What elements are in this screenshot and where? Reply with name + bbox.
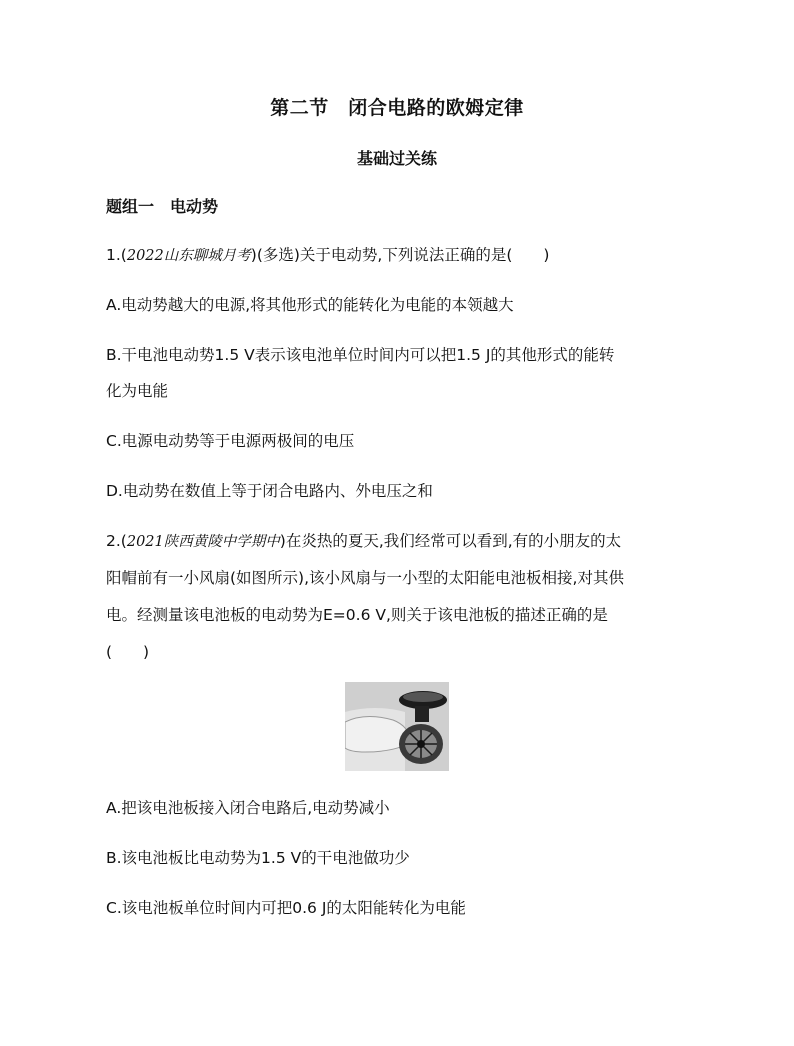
q1-option-d: D.电动势在数值上等于闭合电路内、外电压之和 [106, 482, 433, 500]
q2-number: 2. [106, 532, 121, 550]
section-heading: 题组一 电动势 [106, 197, 219, 216]
q2-stem-line-3: 电。经测量该电池板的电动势为E=0.6 V,则关于该电池板的描述正确的是 [106, 606, 608, 624]
q2-paren-open: ( [120, 532, 127, 550]
q2-option-c: C.该电池板单位时间内可把0.6 J的太阳能转化为电能 [106, 899, 466, 917]
q2-stem-line-4: ( ) [106, 643, 150, 661]
q1-option-c: C.电源电动势等于电源两极间的电压 [106, 432, 355, 450]
q1-option-b: B.干电池电动势1.5 V表示该电池单位时间内可以把1.5 J的其他形式的能转 [106, 346, 615, 364]
q2-stem-line-1 [106, 529, 621, 551]
q2-option-b: B.该电池板比电动势为1.5 V的干电池做功少 [106, 849, 410, 867]
page-subtitle: 基础过关练 [356, 149, 437, 168]
q2-option-a: A.把该电池板接入闭合电路后,电动势减小 [106, 799, 390, 817]
q2-source: 2021陕西黄陵中学期中 [126, 534, 280, 550]
q2-stem-line-2: 阳帽前有一小风扇(如图所示),该小风扇与一小型的太阳能电池板相接,对其供 [106, 569, 624, 587]
q2-stem-text-1: )在炎热的夏天,我们经常可以看到,有的小朋友的太 [279, 532, 622, 550]
q1-number: 1. [106, 246, 121, 264]
solar-fan-hat-photo [345, 682, 449, 771]
page-title: 第二节 闭合电路的欧姆定律 [270, 97, 524, 119]
q1-paren-open: ( [120, 246, 127, 264]
q1-option-a: A.电动势越大的电源,将其他形式的能转化为电能的本领越大 [106, 296, 514, 314]
q1-stem [106, 243, 549, 265]
q1-option-b-cont: 化为电能 [106, 382, 169, 400]
q1-paren-close: ) [250, 246, 257, 264]
q1-source: 2022山东聊城月考 [126, 248, 251, 264]
q1-stem-text: (多选)关于电动势,下列说法正确的是( ) [256, 246, 550, 264]
